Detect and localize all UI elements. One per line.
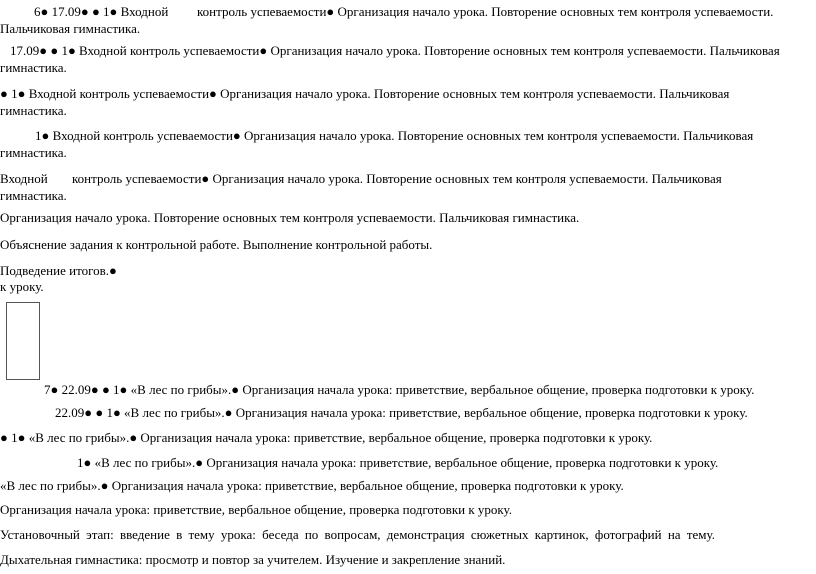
text-line-1a: 6● 17.09● ● 1● Входной [34,4,169,19]
text-line-4: гимнастика. [0,60,67,75]
text-line-9a: Входной [0,171,48,186]
text-line-9b: контроль успеваемости● Организация начало урока. Повторение основных тем контроля успеваемости. Пальчиковая [72,171,722,186]
text-line-18: 1● «В лес по грибы».● Организация начала урока: приветствие, вербальное общение, проверка подготовки к уроку. [77,455,719,470]
empty-frame-box [6,302,40,380]
text-line-8: гимнастика. [0,145,67,160]
text-line-22: Дыхательная гимнастика: просмотр и повтор за учителем. Изучение и закрепление знаний. [0,552,506,567]
text-line-1b: контроль успеваемости● Организация начало урока. Повторение основных тем контроля успеваемости. [197,4,774,19]
text-line-5: ● 1● Входной контроль успеваемости● Организация начало урока. Повторение основных тем контроля успеваемости. Пальчиковая [0,86,730,101]
text-line-13: Подведение итогов.● [0,263,117,278]
text-line-19: «В лес по грибы».● Организация начала урока: приветствие, вербальное общение, проверка подготовки к уроку. [0,478,624,493]
text-line-3: 17.09● ● 1● Входной контроль успеваемости● Организация начало урока. Повторение основных тем контроля успеваемости. Пальчиковая [10,43,780,58]
text-line-6: гимнастика. [0,103,67,118]
text-line-11: Организация начало урока. Повторение основных тем контроля успеваемости. Пальчиковая гимнастика. [0,210,580,225]
text-line-17: ● 1● «В лес по грибы».● Организация начала урока: приветствие, вербальное общение, проверка подготовки к уроку. [0,430,653,445]
text-line-7: 1● Входной контроль успеваемости● Организация начало урока. Повторение основных тем контроля успеваемости. Пальчиковая [35,128,754,143]
text-line-15: 7● 22.09● ● 1● «В лес по грибы».● Организация начала урока: приветствие, вербальное общение, проверка подготовки к уроку. [44,382,755,397]
text-line-20: Организация начала урока: приветствие, вербальное общение, проверка подготовки к уроку. [0,502,512,517]
text-line-21: Установочный этап: введение в тему урока: беседа по вопросам, демонстрация сюжетных картинок, фотографий на тему. [0,527,715,542]
text-line-10: гимнастика. [0,188,67,203]
text-line-2: Пальчиковая гимнастика. [0,21,141,36]
text-line-12: Объяснение задания к контрольной работе. Выполнение контрольной работы. [0,237,433,252]
text-line-16: 22.09● ● 1● «В лес по грибы».● Организация начала урока: приветствие, вербальное общение, проверка подготовки к уроку. [55,405,748,420]
text-line-14: к уроку. [0,279,44,294]
